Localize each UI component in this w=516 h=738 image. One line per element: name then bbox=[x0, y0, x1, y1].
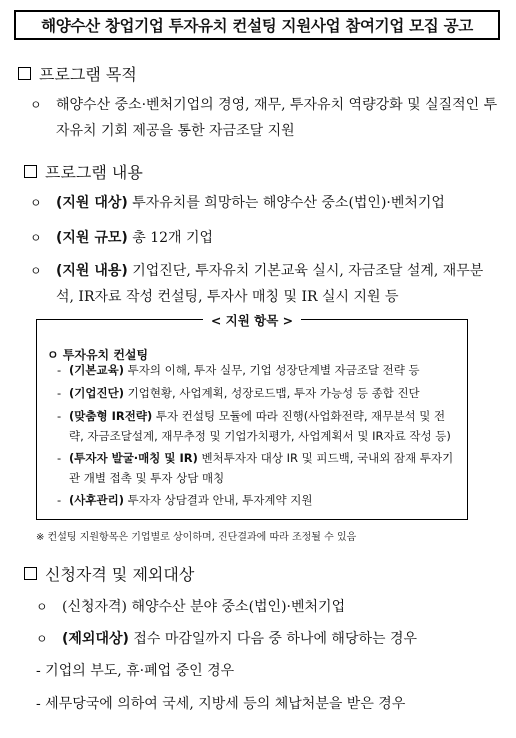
panel-item-label: (기본교육) bbox=[69, 363, 124, 377]
panel-item-text: 벤처투자자 대상 IR 및 피드백, 국내외 잠재 투자기관 개별 접촉 및 투자 상담 매칭 bbox=[69, 451, 454, 485]
item-label: (지원 내용) bbox=[56, 263, 128, 279]
panel-item: - (기업진단) 기업현황, 사업계획, 성장로드맵, 투자 가능성 등 종합 진단 bbox=[57, 386, 420, 400]
checkbox-square-icon bbox=[24, 567, 37, 580]
bullet-icon: ㅇ bbox=[30, 231, 42, 245]
panel-item-text: 투자자 상담결과 안내, 투자계약 지원 bbox=[123, 493, 313, 507]
panel-item-label: (사후관리) bbox=[69, 493, 124, 507]
section-heading-purpose bbox=[18, 62, 137, 85]
support-items-panel bbox=[36, 313, 468, 520]
bullet-icon: ㅇ bbox=[36, 600, 48, 614]
panel-item: - (사후관리) 투자자 상담결과 안내, 투자계약 지원 bbox=[57, 493, 313, 507]
bullet-icon: ㅇ bbox=[30, 264, 42, 278]
footnote: ※ 컨설팅 지원항목은 기업별로 상이하며, 진단결과에 따라 조정될 수 있음 bbox=[36, 532, 357, 543]
panel-item: - (기본교육) 투자의 이해, 투자 실무, 기업 성장단계별 자금조달 전략 등 bbox=[57, 363, 420, 377]
checkbox-square-icon bbox=[24, 165, 37, 178]
panel-item-text: 투자의 이해, 투자 실무, 기업 성장단계별 자금조달 전략 등 bbox=[123, 363, 420, 377]
item-label: (신청자격) bbox=[62, 599, 128, 615]
checkbox-square-icon bbox=[18, 67, 31, 80]
section-heading-eligibility bbox=[24, 562, 194, 585]
panel-item-text: 투자 컨설팅 모듈에 따라 진행(사업화전략, 재무분석 및 전략, 자금조달설계, 재무추정 및 기업가치평가, 사업계획서 및 IR자료 작성 등) bbox=[69, 409, 451, 443]
panel-title: < 지원 항목 > bbox=[203, 313, 301, 328]
item-label: (지원 규모) bbox=[56, 230, 128, 246]
bullet-icon: ㅇ bbox=[30, 196, 42, 210]
list-item bbox=[36, 626, 500, 652]
item-text: 해양수산 중소·벤처기업의 경영, 재무, 투자유치 역량강화 및 실질적인 투자유치 기회 제공을 통한 자금조달 지원 bbox=[56, 97, 498, 139]
section-heading-label: 프로그램 내용 bbox=[45, 163, 143, 182]
list-item bbox=[36, 594, 500, 620]
item-label: (제외대상) bbox=[62, 631, 129, 647]
item-text: 접수 마감일까지 다음 중 하나에 해당하는 경우 bbox=[128, 631, 418, 647]
section-heading-label: 프로그램 목적 bbox=[39, 65, 137, 84]
list-item bbox=[30, 92, 500, 144]
exclusion-item: - 기업의 부도, 휴·폐업 중인 경우 bbox=[36, 663, 235, 679]
item-text: 기업진단, 투자유치 기본교육 실시, 자금조달 설계, 재무분석, IR자료 작성 컨설팅, 투자사 매칭 및 IR 실시 지원 등 bbox=[56, 263, 484, 305]
item-text: 투자유치를 희망하는 해양수산 중소(법인)·벤처기업 bbox=[127, 195, 445, 211]
item-label: (지원 대상) bbox=[56, 195, 128, 211]
item-text: 총 12개 기업 bbox=[127, 230, 214, 246]
list-item bbox=[30, 190, 500, 216]
bullet-icon: ㅇ bbox=[36, 632, 48, 646]
page-title: 해양수산 창업기업 투자유치 컨설팅 지원사업 참여기업 모집 공고 bbox=[14, 10, 500, 40]
panel-item-label: (맞춤형 IR전략) bbox=[69, 409, 153, 423]
panel-item-label: (투자자 발굴·매칭 및 IR) bbox=[69, 451, 198, 465]
exclusion-item: - 세무당국에 의하여 국세, 지방세 등의 체납처분을 받은 경우 bbox=[36, 696, 406, 712]
section-heading-label: 신청자격 및 제외대상 bbox=[45, 565, 195, 584]
bullet-icon: ㅇ bbox=[30, 98, 42, 112]
panel-item-label: (기업진단) bbox=[69, 386, 124, 400]
panel-item: - (맞춤형 IR전략) 투자 컨설팅 모듈에 따라 진행(사업화전략, 재무분석 및 전략, 자금조달설계, 재무추정 및 기업가치평가, 사업계획서 및 IR자료 작성 등) bbox=[57, 409, 451, 443]
list-item bbox=[30, 225, 500, 251]
item-text: 해양수산 분야 중소(법인)·벤처기업 bbox=[127, 599, 346, 615]
panel-heading: ㅇ 투자유치 컨설팅 bbox=[47, 348, 149, 362]
panel-item-text: 기업현황, 사업계획, 성장로드맵, 투자 가능성 등 종합 진단 bbox=[123, 386, 420, 400]
section-heading-content bbox=[24, 160, 143, 183]
list-item bbox=[30, 258, 500, 310]
panel-item: - (투자자 발굴·매칭 및 IR) 벤처투자자 대상 IR 및 피드백, 국내외 잠재 투자기관 개별 접촉 및 투자 상담 매칭 bbox=[57, 451, 454, 485]
